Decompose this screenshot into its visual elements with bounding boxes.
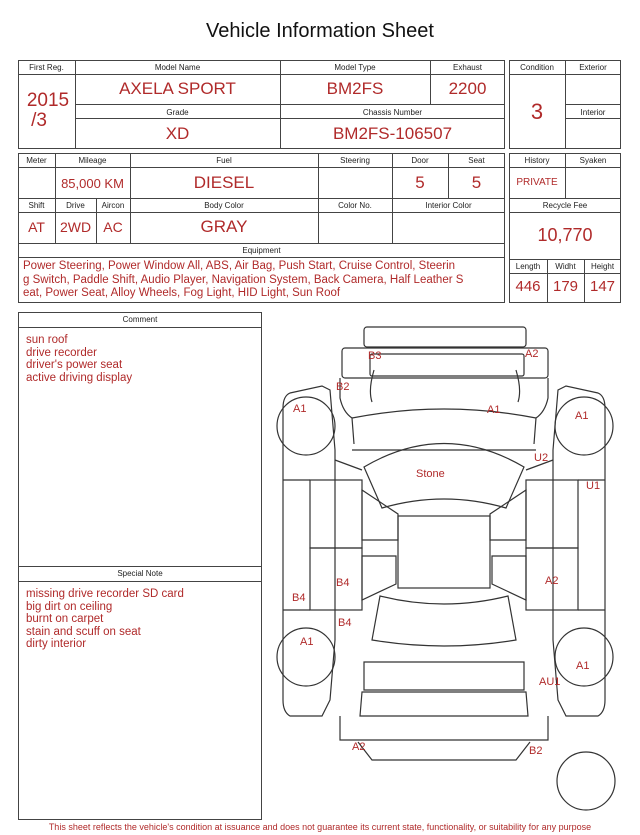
exterior-label: Exterior [579,63,607,72]
damage-mark: AU1 [539,676,561,688]
damage-mark: Stone [416,468,445,480]
comment-item: driver's power seat [26,359,123,371]
aircon-value: AC [103,219,123,235]
equipment-line: eat, Power Seat, Alloy Wheels, Fog Light, HID Light, Sun Roof [23,287,341,299]
condition-label: Condition [520,63,554,72]
damage-mark: A1 [576,660,590,672]
car-damage-diagram [268,320,628,815]
damage-mark: U2 [534,452,549,464]
comment-item: drive recorder [26,346,97,359]
shift-label: Shift [28,201,45,210]
damage-mark: B4 [336,577,350,589]
model-type-value: BM2FS [326,79,384,98]
door-value: 5 [415,173,425,192]
special-note-item: big dirt on ceiling [26,600,113,613]
damage-mark: B2 [529,745,543,757]
width-value: 179 [552,278,579,295]
damage-mark: A2 [352,741,366,753]
history-value: PRIVATE [516,177,558,188]
disclaimer-footer: This sheet reflects the vehicle's condition at issuance and does not guarantee its current state, functionality, or suitability for any purpose [48,822,592,832]
damage-mark: A1 [575,410,589,422]
equipment-label: Equipment [242,246,281,255]
grade-label: Grade [166,108,189,117]
model-name-value: AXELA SPORT [119,79,236,98]
model-name-label: Model Name [154,63,201,72]
damage-mark: A1 [487,404,501,416]
body-color-label: Body Color [204,201,244,210]
body-color-value: GRAY [200,217,248,236]
special-note-item: dirty interior [26,638,87,650]
special-note-list [26,588,256,651]
mileage-value: 85,000 KM [61,176,124,191]
height-label: Height [590,262,615,271]
fuel-value: DIESEL [193,173,255,192]
special-note-item: missing drive recorder SD card [26,588,184,600]
shift-value: AT [28,219,45,235]
equipment-list [23,260,503,301]
width-label: Widht [555,262,576,271]
aircon-label: Aircon [101,201,125,210]
damage-mark: A2 [525,348,539,360]
height-value: 147 [589,278,616,295]
steering-label: Steering [340,156,370,165]
equipment-line: Power Steering, Power Window All, ABS, Air Bag, Push Start, Cruise Control, Steerin [23,260,456,272]
color-no-label: Color No. [338,201,372,210]
interior-color-label: Interior Color [425,201,472,210]
chassis-number-value: BM2FS-106507 [332,124,453,143]
history-label: History [524,156,550,165]
model-type-label: Model Type [334,63,376,72]
comment-list [26,334,256,384]
damage-mark: B2 [336,381,350,393]
damage-mark: B4 [292,592,306,604]
exhaust-label: Exhaust [453,63,482,72]
fuel-label: Fuel [216,156,232,165]
damage-mark: B4 [338,617,352,629]
seat-value: 5 [471,173,482,192]
exhaust-value: 2200 [448,79,487,98]
damage-mark: U1 [586,480,601,492]
drive-label: Drive [66,201,85,210]
special-note-item: burnt on carpet [26,613,104,625]
syaken-label: Syaken [579,156,607,165]
comment-item: sun roof [26,334,68,346]
chassis-number-label: Chassis Number [362,108,423,117]
special-note-label: Special Note [117,569,163,578]
comment-label: Comment [122,315,158,324]
comment-item: active driving display [26,371,133,384]
damage-mark: B3 [368,350,382,362]
first-reg-month: /3 [31,110,47,131]
first-reg-label: First Reg. [29,63,64,72]
first-reg-year: 2015 [26,90,70,111]
door-label: Door [411,156,429,165]
length-value: 446 [515,278,541,295]
condition-value: 3 [530,99,544,124]
meter-label: Meter [26,156,47,165]
page-title: Vehicle Information Sheet [206,20,434,42]
equipment-line: g Switch, Paddle Shift, Audio Player, Navigation System, Back Camera, Half Leather S [23,273,464,286]
interior-label: Interior [580,108,606,117]
damage-mark: A2 [545,575,559,587]
special-note-item: stain and scuff on seat [26,625,141,638]
length-label: Length [515,262,541,271]
recycle-fee-value: 10,770 [537,225,593,245]
recycle-fee-label: Recycle Fee [542,201,588,210]
grade-value: XD [165,124,190,143]
damage-mark: A1 [300,636,314,648]
drive-value: 2WD [59,219,92,235]
damage-mark: A1 [293,403,307,415]
seat-label: Seat [468,156,485,165]
mileage-label: Mileage [78,156,107,165]
